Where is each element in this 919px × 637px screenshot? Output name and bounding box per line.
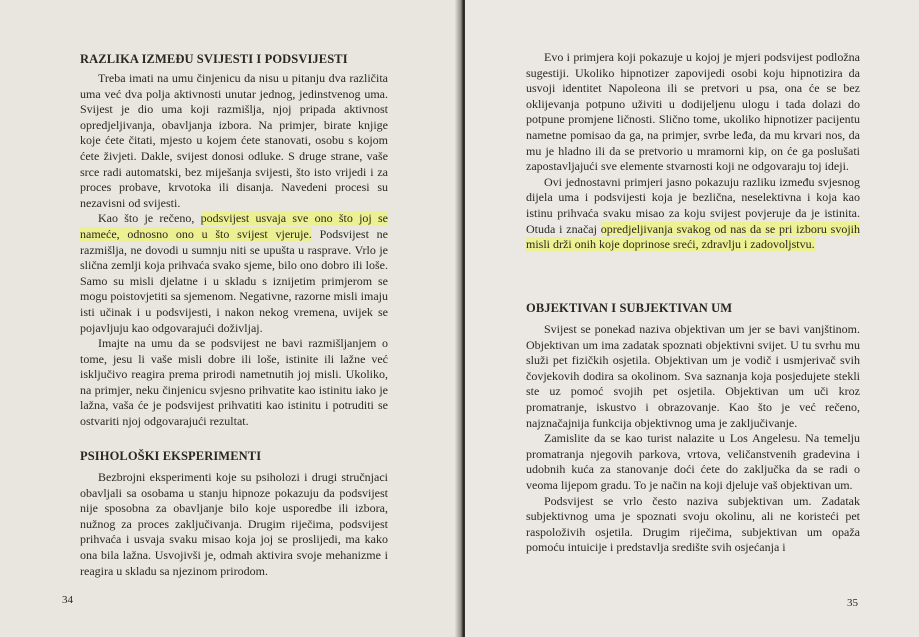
paragraph [526, 175, 860, 253]
paragraph [80, 211, 388, 336]
section-heading-razlika: RAZLIKA IZMEĐU SVIJESTI I PODSVIJESTI [80, 52, 348, 66]
paragraph-text: Ovi jednostavni primjeri jasno pokazuju razliku između svjesnog dijela uma i podsvijesti koja je bezlična, neselektivna i koja kao istinu prihvaća svaku misao za koju svijest povjeruje da je istinita. Otuda i značaj [526, 174, 860, 236]
paragraph: Imajte na umu da se podsvijest ne bavi razmišljanjem o tome, jesu li vaše misli dobre ili loše, istinite ili lažne već isključivo reagira prema prirodi nametnutih joj misli. Ukoliko, na primjer, neku činjenicu svjesno prihvatite kao istinitu iako je lažna, vaša će je podsvijest prihvatiti kao istinitu i potruditi se ostvariti njoj odgovarajući rezultat. [80, 336, 388, 429]
left-paragraphs-section2 [80, 470, 388, 579]
section-heading-psiholoski: PSIHOLOŠKI EKSPERIMENTI [80, 449, 262, 463]
highlighted-text: opredjeljivanja svakog od nas da se pri izboru svojih misli drži onih koje doprinose sreći, zdravlju i zadovoljstvu. [526, 221, 860, 252]
paragraph: Podsvijest se vrlo često naziva subjektivan um. Zadatak subjektivnog uma je spoznati svoju okolinu, ali ne koristeći pet raspoloživih osjetila. Drugim riječima, subjektivan um opaža pomoću intuicije i predstavlja središte svih osjećanja i [526, 493, 860, 555]
paragraph: Evo i primjera koji pokazuje u kojoj je mjeri podsvijest podložna sugestiji. Ukoliko hipnotizer zapovijedi osobi koju hipnotizira da usvoji identitet Napoleona ili se pretvori u psa, ona će se bez oklijevanja potpuno uživiti u dodijeljenu ulogu i tada dolazi do potpune promjene ličnosti. Slično tome, ukoliko hipnotizer pacijentu nametne pomisao da ga, na primjer, svrbe leđa, da mu krvari nos, da mu je hladno ili da se pretvorio u mramorni kip, on će ga poslušati zapostavljajući sve elemente stvarnosti koji ne odgovaraju toj ideji. [526, 50, 860, 174]
right-paragraphs-bottom [526, 322, 860, 556]
section-heading-objektivan: OBJEKTIVAN I SUBJEKTIVAN UM [526, 301, 733, 315]
paragraph-text: Podsvijest ne razmišlja, ne dovodi u sumnju niti se upušta u rasprave. Vrlo je slična zemlji koja prihvaća svako sjeme, bilo ono dobro ili loše. Samo su misli djelatne i u skladu s iznijetim primjerom se mogu poistovjetiti sa sjemenom. Negativne, razorne misli imaju isti učinak i u podsvijesti, i nakon nekog vremena, uvijek se pojavljuju kao odgovarajući doživljaj. [80, 226, 389, 335]
page-number-left: 34 [62, 594, 73, 606]
right-paragraphs-top [526, 50, 860, 253]
right-page [465, 0, 919, 637]
paragraph: Zamislite da se kao turist nalazite u Los Angelesu. Na temelju promatranja njegovih parkova, vrtova, veličanstvenih gradevina i udobnih kuća za stanovanje doći ćete do zaključka da se radi o veoma lijepom gradu. To je način na koji djeluje vaš objektivan um. [526, 431, 860, 492]
paragraph-text: Kao što je rečeno, [98, 211, 201, 226]
page-number-right: 35 [847, 597, 858, 609]
paragraph: Bezbrojni eksperimenti koje su psiholozi i drugi stručnjaci obavljali sa osobama u stanju hipnoze pokazuju da podsvijest nije sposobna za obavljanje bilo koje usporedbe ili izbora, nužnog za proces zaključivanja. Drugim riječima, podsvijest prihvaća i usvaja svaku misao koja joj se proslijedi, ma kako ona bila lažna. Usvojivši je, odmah aktivira svoje mehanizme i reagira u skladu sa njezinom prirodom. [80, 470, 388, 578]
left-paragraphs-section1 [80, 71, 388, 430]
highlighted-text: podsvijest usvaja sve ono što joj se nameće, odnosno ono u što svijest vjeruje. [80, 211, 388, 241]
paragraph: Treba imati na umu činjenicu da nisu u pitanju dva različita uma već dva polja aktivnosti unutar jednog, jedinstvenog uma. Svijest je dio uma koji razmišlja, njoj pripada aktivnost opredjeljivanja, obavljanja izbora. Na primjer, birate knjige koje ćete čitati, mjesto u kojem ćete stanovati, osobu s kojom ćete živjeti. Dakle, svijest donosi odluke. S druge strane, vaše srce radi automatski, bez miješanja svijesti, što isto vrijedi i za proces probave, krvotoka ili disanja. Navedeni procesi su nezavisni od svijesti. [80, 71, 388, 210]
paragraph: Svijest se ponekad naziva objektivan um jer se bavi vanjštinom. Objektivan um ima zadatak spoznati objektivni svijet. U tu svrhu mu služi pet fizičkih osjetila. Objektivan um je vodič i usmjerivač svih čovjekovih dodira sa okolinom. Sva saznanja koja posjedujete stekli ste uz pomoć svojih pet osjetila. Objektivan um uči kroz promatranje, iskustvo i obrazovanje. Kao što je već rečeno, najznačajnija funkcija objektivnog uma je zaključivanje. [526, 322, 860, 430]
